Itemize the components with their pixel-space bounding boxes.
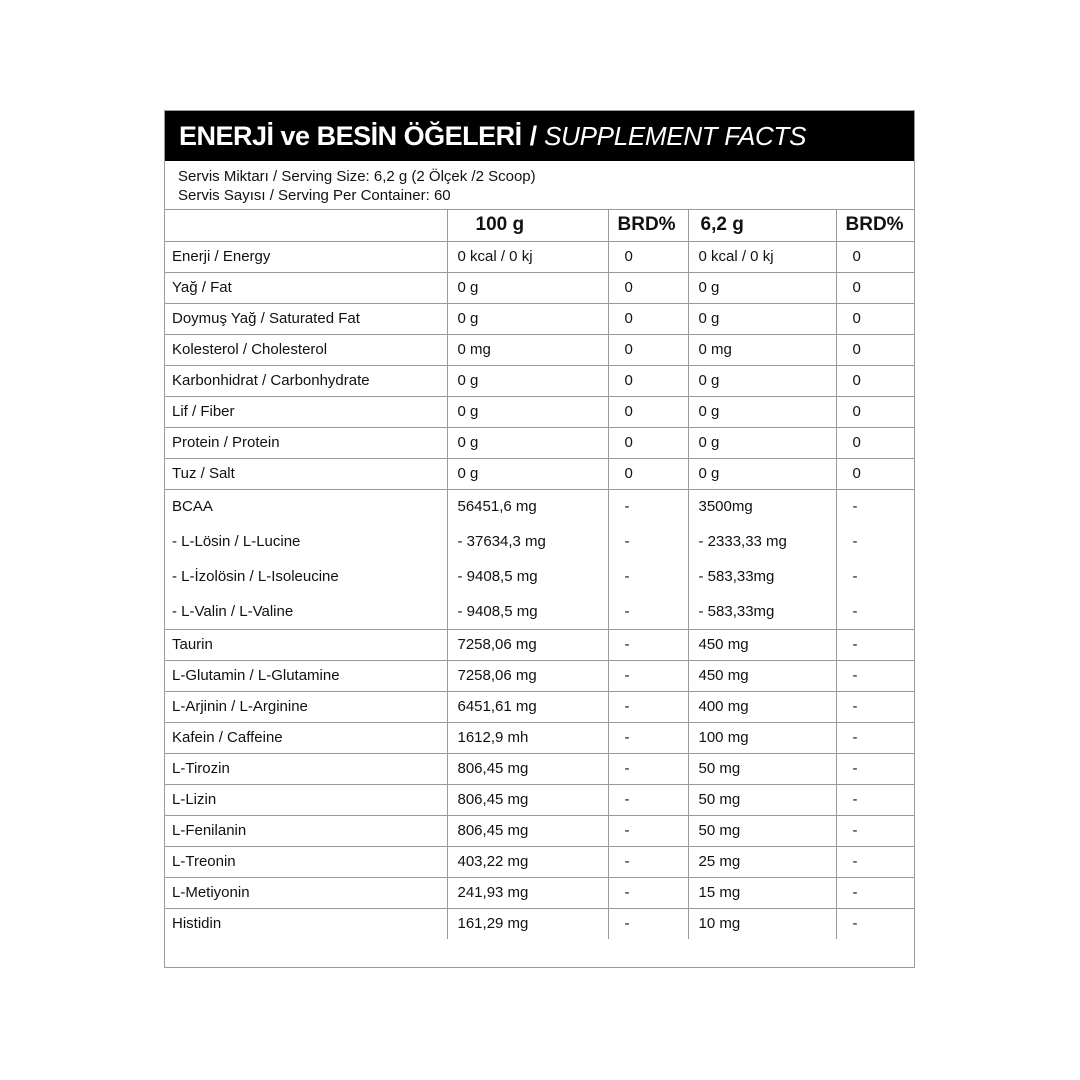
value-per-serving: 450 mg — [688, 629, 836, 660]
nutrient-name: Kolesterol / Cholesterol — [165, 334, 447, 365]
brd-per-100g: 0 — [608, 303, 688, 334]
brd-per-100g: 0 — [608, 427, 688, 458]
table-row — [165, 815, 914, 846]
value-per-100g: 806,45 mg — [447, 815, 608, 846]
value-per-serving: 400 mg — [688, 691, 836, 722]
brd-per-serving: - — [836, 753, 914, 784]
value-per-serving: 0 g — [688, 427, 836, 458]
brd-per-100g: 0 — [608, 334, 688, 365]
brd-per-serving: - — [852, 498, 858, 516]
brd-per-100g: - — [608, 846, 688, 877]
nutrient-name: Karbonhidrat / Carbonhydrate — [165, 365, 447, 396]
value-per-100g: 0 g — [447, 427, 608, 458]
brd-per-100g: - — [608, 815, 688, 846]
nutrient-name: L-Treonin — [165, 846, 447, 877]
column-header-brd-serving: BRD% — [836, 210, 914, 241]
brd-per-serving: - — [852, 533, 858, 550]
value-per-100g: 7258,06 mg — [447, 629, 608, 660]
nutrient-name: BCAA — [165, 489, 447, 524]
table-row — [165, 303, 914, 334]
value-per-serving: 0 g — [688, 458, 836, 489]
value-per-100g: 0 g — [447, 365, 608, 396]
nutrient-name: L-Glutamin / L-Glutamine — [165, 660, 447, 691]
value-per-serving: 0 g — [688, 365, 836, 396]
brd-per-100g: - — [608, 629, 688, 660]
nutrient-name: Yağ / Fat — [165, 272, 447, 303]
value-per-serving: - 583,33mg — [688, 559, 836, 594]
brd-per-serving: - — [836, 722, 914, 753]
brd-per-serving: 0 — [836, 458, 914, 489]
table-row — [165, 559, 914, 594]
facts-table-body — [165, 241, 914, 939]
nutrient-name: Protein / Protein — [165, 427, 447, 458]
nutrient-name: L-Arjinin / L-Arginine — [165, 691, 447, 722]
table-row — [165, 241, 914, 272]
nutrient-name: Kafein / Caffeine — [165, 722, 447, 753]
brd-per-100g: 0 — [608, 458, 688, 489]
value-per-100g: 806,45 mg — [447, 784, 608, 815]
table-row — [165, 660, 914, 691]
value-per-100g: 0 g — [447, 458, 608, 489]
value-per-serving: 0 g — [688, 396, 836, 427]
table-row — [165, 629, 914, 660]
nutrient-name: - L-Valin / L-Valine — [165, 594, 447, 629]
brd-per-serving: - — [852, 915, 858, 933]
value-per-serving: 450 mg — [688, 660, 836, 691]
table-row — [165, 722, 914, 753]
nutrient-name: - L-Lösin / L-Lucine — [165, 524, 447, 559]
value-per-100g: 7258,06 mg — [447, 660, 608, 691]
value-per-100g: 6451,61 mg — [447, 691, 608, 722]
brd-per-serving: 0 — [836, 365, 914, 396]
table-row — [165, 427, 914, 458]
nutrient-name: Histidin — [165, 908, 447, 939]
value-per-serving: 10 mg — [688, 908, 836, 939]
brd-per-100g: - — [608, 691, 688, 722]
table-row — [165, 524, 914, 559]
brd-per-100g: - — [608, 908, 688, 939]
nutrient-name: Enerji / Energy — [165, 241, 447, 272]
value-per-100g: 0 g — [447, 303, 608, 334]
brd-per-serving: 0 — [836, 272, 914, 303]
table-row — [165, 877, 914, 908]
title-bar — [165, 111, 914, 161]
column-header-per-100g: 100 g — [447, 210, 608, 241]
brd-per-serving: - — [836, 594, 914, 629]
brd-per-100g: 0 — [608, 272, 688, 303]
brd-per-100g: 0 — [608, 241, 688, 272]
nutrient-name: L-Tirozin — [165, 753, 447, 784]
table-row — [165, 489, 914, 524]
value-per-100g: 403,22 mg — [447, 846, 608, 877]
table-row — [165, 458, 914, 489]
value-per-100g: 0 g — [447, 272, 608, 303]
column-header-per-serving: 6,2 g — [688, 210, 836, 241]
nutrient-name: Doymuş Yağ / Saturated Fat — [165, 303, 447, 334]
value-per-serving: 0 g — [688, 303, 836, 334]
brd-per-serving: - — [836, 629, 914, 660]
table-row — [165, 908, 914, 939]
table-row — [165, 784, 914, 815]
value-per-serving: - 583,33mg — [688, 594, 836, 629]
brd-per-100g: - — [608, 784, 688, 815]
brd-per-100g: - — [608, 489, 688, 524]
value-per-serving: 25 mg — [688, 846, 836, 877]
value-per-100g: - 9408,5 mg — [447, 559, 608, 594]
table-row — [165, 594, 914, 629]
table-row — [165, 691, 914, 722]
value-per-serving: 50 mg — [688, 784, 836, 815]
brd-per-100g: - — [608, 524, 688, 559]
title-separator: / — [529, 120, 538, 151]
brd-per-serving: 0 — [836, 427, 914, 458]
value-per-serving: 3500mg — [688, 489, 836, 524]
brd-per-100g: - — [608, 722, 688, 753]
value-per-100g: 0 g — [447, 396, 608, 427]
nutrient-name: Tuz / Salt — [165, 458, 447, 489]
servings-per-container: Servis Sayısı / Serving Per Container: 60 — [178, 187, 451, 204]
brd-per-serving: - — [836, 846, 914, 877]
value-per-100g: 161,29 mg — [447, 908, 608, 939]
table-row — [165, 846, 914, 877]
nutrient-name: L-Lizin — [165, 784, 447, 815]
serving-size: Servis Miktarı / Serving Size: 6,2 g (2 Ölçek /2 Scoop) — [178, 168, 536, 185]
title-english: SUPPLEMENT FACTS — [544, 120, 807, 151]
table-row — [165, 365, 914, 396]
brd-per-serving: - — [836, 784, 914, 815]
value-per-100g: 1612,9 mh — [447, 722, 608, 753]
nutrient-name: Lif / Fiber — [165, 396, 447, 427]
brd-per-100g: 0 — [608, 396, 688, 427]
value-per-serving: - 2333,33 mg — [688, 524, 836, 559]
nutrient-name: L-Fenilanin — [165, 815, 447, 846]
brd-per-serving: 0 — [836, 303, 914, 334]
brd-per-100g: - — [608, 559, 688, 594]
value-per-serving: 0 mg — [688, 334, 836, 365]
brd-per-serving: - — [852, 568, 858, 585]
brd-per-100g: - — [608, 877, 688, 908]
brd-per-100g: - — [608, 594, 688, 629]
nutrient-name: - L-İzolösin / L-Isoleucine — [165, 559, 447, 594]
value-per-100g: - 9408,5 mg — [447, 594, 608, 629]
table-row — [165, 753, 914, 784]
column-header-nutrient — [165, 210, 447, 241]
value-per-serving: 50 mg — [688, 815, 836, 846]
value-per-serving: 15 mg — [688, 877, 836, 908]
brd-per-serving: - — [836, 877, 914, 908]
column-header-brd-100g: BRD% — [608, 210, 688, 241]
table-row — [165, 272, 914, 303]
title-turkish: ENERJİ ve BESİN ÖĞELERİ — [179, 120, 522, 151]
brd-per-100g: - — [608, 753, 688, 784]
value-per-serving: 100 mg — [688, 722, 836, 753]
value-per-100g: 0 mg — [447, 334, 608, 365]
brd-per-100g: - — [608, 660, 688, 691]
value-per-100g: 241,93 mg — [447, 877, 608, 908]
nutrient-name: Taurin — [165, 629, 447, 660]
value-per-100g: - 37634,3 mg — [447, 524, 608, 559]
table-row — [165, 334, 914, 365]
brd-per-serving: - — [836, 815, 914, 846]
brd-per-serving: 0 — [836, 396, 914, 427]
value-per-serving: 0 kcal / 0 kj — [688, 241, 836, 272]
nutrient-name: L-Metiyonin — [165, 877, 447, 908]
table-header-row — [165, 210, 914, 241]
value-per-serving: 0 g — [688, 272, 836, 303]
brd-per-serving: 0 — [836, 334, 914, 365]
brd-per-serving: - — [836, 691, 914, 722]
value-per-serving: 50 mg — [688, 753, 836, 784]
value-per-100g: 0 kcal / 0 kj — [447, 241, 608, 272]
supplement-facts-panel — [164, 110, 915, 968]
brd-per-serving: 0 — [836, 241, 914, 272]
table-row — [165, 396, 914, 427]
serving-info — [165, 161, 914, 210]
brd-per-100g: 0 — [608, 365, 688, 396]
brd-per-serving: - — [836, 660, 914, 691]
facts-table — [165, 210, 914, 939]
value-per-100g: 56451,6 mg — [447, 489, 608, 524]
value-per-100g: 806,45 mg — [447, 753, 608, 784]
